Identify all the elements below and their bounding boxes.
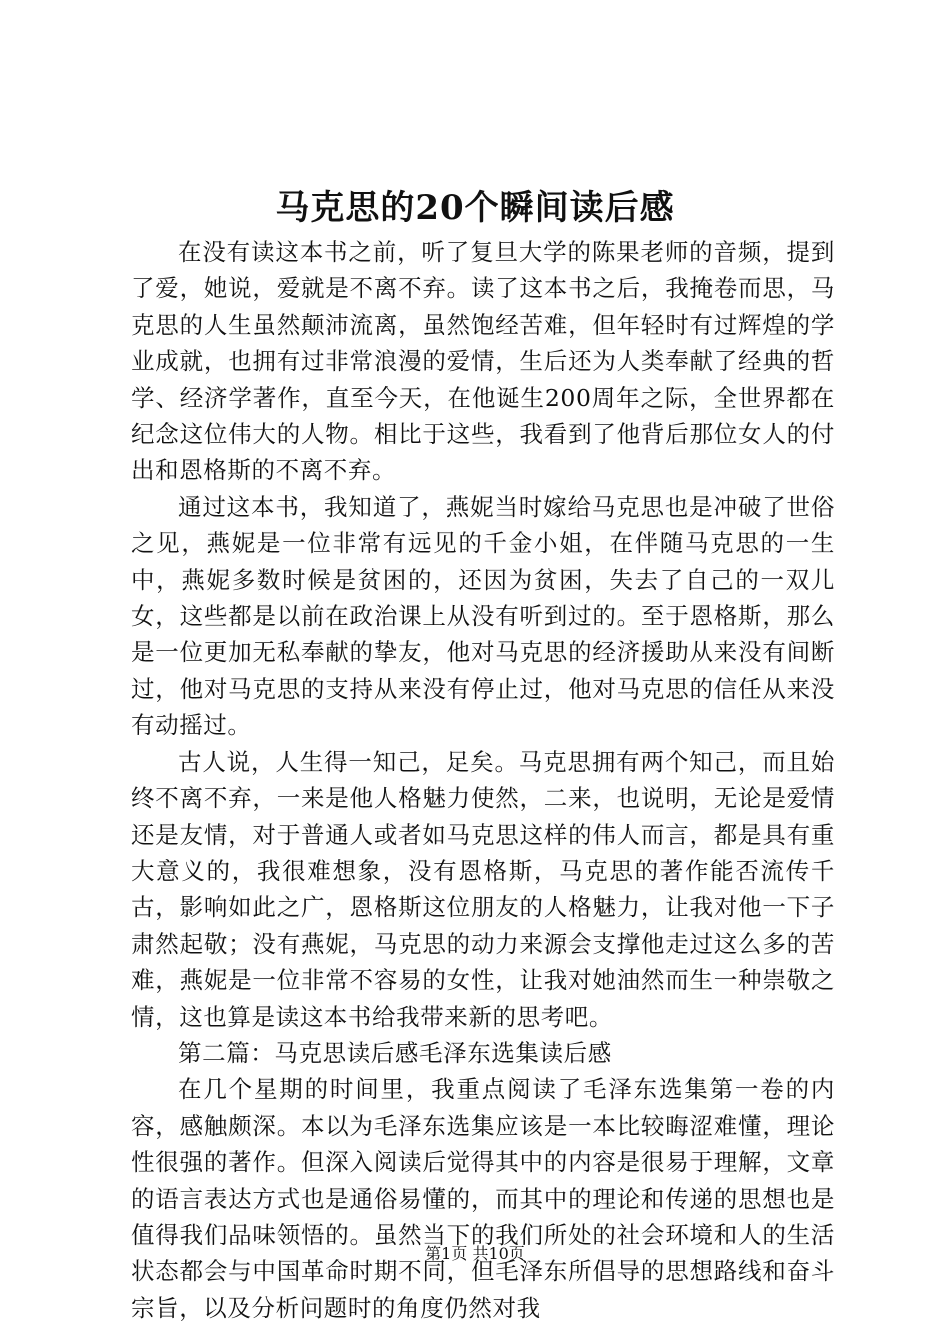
paragraph: 在几个星期的时间里，我重点阅读了毛泽东选集第一卷的内容，感触颇深。本以为毛泽东选集应该是一本比较晦涩难懂，理论性很强的著作。但深入阅读后觉得其中的内容是很易于理解，文章的语言表达方式也是通俗易懂的，而其中的理论和传递的思想也是值得我们品味领悟的。虽然当下的我们所处的社会环境和人的生活状态都会与中国革命时期不同，但毛泽东所倡导的思想路线和奋斗宗旨，以及分析问题时的角度仍然对我	[131, 1075, 835, 1322]
page-number-footer: 第1页 共10页	[425, 1244, 525, 1263]
paragraph: 在没有读这本书之前，听了复旦大学的陈果老师的音频，提到了爱，她说，爱就是不离不弃。读了这本书之后，我掩卷而思，马克思的人生虽然颠沛流离，虽然饱经苦难，但年轻时有过辉煌的学业成就，也拥有过非常浪漫的爱情，生后还为人类奉献了经典的哲学、经济学著作，直至今天，在他诞生200周年之际，全世界都在纪念这位伟大的人物。相比于这些，我看到了他背后那位女人的付出和恩格斯的不离不弃。	[131, 238, 835, 485]
section-heading: 第二篇：马克思读后感毛泽东选集读后感	[178, 1038, 612, 1067]
paragraph: 通过这本书，我知道了，燕妮当时嫁给马克思也是冲破了世俗之见，燕妮是一位非常有远见的千金小姐，在伴随马克思的一生中，燕妮多数时候是贫困的，还因为贫困，失去了自己的一双儿女，这些都是以前在政治课上从没有听到过的。至于恩格斯，那么是一位更加无私奉献的挚友，他对马克思的经济援助从来没有间断过，他对马克思的支持从来没有停止过，他对马克思的信任从来没有动摇过。	[131, 492, 835, 740]
document-body	[131, 234, 835, 1326]
paragraph: 古人说，人生得一知己，足矣。马克思拥有两个知己，而且始终不离不弃，一来是他人格魅力使然，二来，也说明，无论是爱情还是友情，对于普通人或者如马克思这样的伟人而言，都是具有重大意义的，我很难想象，没有恩格斯，马克思的著作能否流传千古，影响如此之广，恩格斯这位朋友的人格魅力，让我对他一下子肃然起敬；没有燕妮，马克思的动力来源会支撑他走过这么多的苦难，燕妮是一位非常不容易的女性，让我对她油然而生一种崇敬之情，这也算是读这本书给我带来新的思考吧。	[131, 747, 835, 1031]
document-title: 马克思的20个瞬间读后感	[275, 188, 675, 228]
